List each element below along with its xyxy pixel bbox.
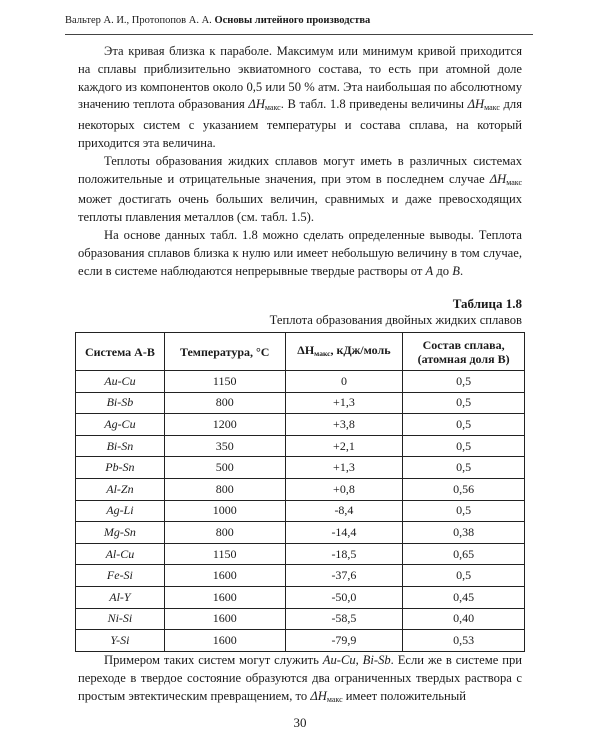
cell-temperature: 1150 xyxy=(164,371,285,393)
cell-enthalpy: 0 xyxy=(285,371,403,393)
cell-composition: 0,53 xyxy=(403,630,525,652)
cell-composition: 0,65 xyxy=(403,543,525,565)
cell-temperature: 1600 xyxy=(164,586,285,608)
heat-of-formation-table xyxy=(75,332,525,652)
cell-system: Al-Y xyxy=(76,586,165,608)
body-text-top xyxy=(78,43,522,280)
dh-symbol: ΔH xyxy=(310,688,327,703)
cell-temperature: 1000 xyxy=(164,500,285,522)
cell-system: Ni-Si xyxy=(76,608,165,630)
running-header xyxy=(65,14,533,28)
header-composition xyxy=(403,333,525,371)
cell-enthalpy: +3,8 xyxy=(285,414,403,436)
table-row xyxy=(76,522,525,544)
cell-composition: 0,5 xyxy=(403,435,525,457)
cell-enthalpy: +0,8 xyxy=(285,478,403,500)
cell-composition: 0,38 xyxy=(403,522,525,544)
table-row xyxy=(76,586,525,608)
cell-composition: 0,5 xyxy=(403,371,525,393)
table-row xyxy=(76,478,525,500)
cell-temperature: 800 xyxy=(164,392,285,414)
paragraph-2-part-2: может достигать очень больших величин, сравнимых и даже превосходящих теплоты плавления металлов (см. табл. 1.5). xyxy=(78,192,522,225)
paragraph-3 xyxy=(78,227,522,280)
cell-composition: 0,5 xyxy=(403,392,525,414)
cell-composition: 0,5 xyxy=(403,500,525,522)
cell-system: Bi-Sb xyxy=(76,392,165,414)
header-book-title: Основы литейного производства xyxy=(214,15,371,26)
header-enthalpy-subscript: макс xyxy=(314,348,331,358)
cell-system: Fe-Si xyxy=(76,565,165,587)
header-enthalpy-unit: , кДж/моль xyxy=(330,342,391,357)
header-temperature: Температура, °С xyxy=(164,333,285,371)
cell-composition: 0,5 xyxy=(403,565,525,587)
cell-temperature: 1200 xyxy=(164,414,285,436)
paragraph-2 xyxy=(78,153,522,227)
cell-enthalpy: -50,0 xyxy=(285,586,403,608)
cell-temperature: 1600 xyxy=(164,630,285,652)
table-row xyxy=(76,565,525,587)
paragraph-4-part-3: имеет положительный xyxy=(342,688,466,703)
cell-system: Y-Si xyxy=(76,630,165,652)
example-systems: Au-Cu, Bi-Sb xyxy=(322,653,391,667)
header-enthalpy-symbol: ΔH xyxy=(297,342,315,357)
paragraph-3-part-3: . xyxy=(459,263,464,278)
dh-symbol: ΔH xyxy=(467,97,485,112)
cell-enthalpy: -18,5 xyxy=(285,543,403,565)
paragraph-3-part-1: На основе данных табл. 1.8 можно сделать определенные выводы. Теплота образования сплавов близка к нулю или имеет небольшую величину в том случае, если в системе наблюдаются непрерывные твердые растворы от xyxy=(78,227,522,278)
paragraph-1-part-1: Эта кривая близка к параболе. Максимум или минимум кривой приходится на сплавы приблизительно эквиатомного состава, то есть при атомной доле каждого из компонентов около 0,5 или 50 % атм. Эта наибольшая по абсолютному значению теплота образования xyxy=(78,44,522,112)
cell-composition: 0,5 xyxy=(403,457,525,479)
header-composition-line-2: (атомная доля В) xyxy=(417,351,510,366)
header-enthalpy xyxy=(285,333,403,371)
paragraph-4 xyxy=(78,652,522,708)
table-row xyxy=(76,435,525,457)
header-composition-line-1: Состав сплава, xyxy=(422,337,505,352)
table-row xyxy=(76,630,525,652)
paragraph-4-part-2: . Если же в системе при переходе в твердое состояние образуются два ограниченных твердых раствора с простым эвтектическим превращением, то xyxy=(78,653,522,703)
component-b: В xyxy=(452,263,460,278)
paragraph-4-part-1: Примером таких систем могут служить xyxy=(104,653,323,667)
cell-temperature: 1600 xyxy=(164,608,285,630)
page-number: 30 xyxy=(293,715,307,730)
cell-enthalpy: -8,4 xyxy=(285,500,403,522)
dh-symbol: ΔH xyxy=(489,171,507,186)
cell-system: Al-Zn xyxy=(76,478,165,500)
cell-temperature: 1150 xyxy=(164,543,285,565)
dh-symbol: ΔH xyxy=(248,97,265,112)
component-a: А xyxy=(425,263,434,278)
table-body xyxy=(76,371,525,652)
paragraph-1 xyxy=(78,43,522,153)
table-row xyxy=(76,543,525,565)
paragraph-2-part-1: Теплоты образования жидких сплавов могут иметь в различных системах положительные и отрицательные значения, при этом в последнем случае xyxy=(78,153,522,186)
cell-system: Al-Cu xyxy=(76,543,165,565)
cell-composition: 0,56 xyxy=(403,478,525,500)
dh-subscript: макс xyxy=(484,103,500,113)
paragraph-1-part-2: . В табл. 1.8 приведены величины xyxy=(280,97,468,112)
cell-composition: 0,40 xyxy=(403,608,525,630)
cell-system: Bi-Sn xyxy=(76,435,165,457)
cell-system: Pb-Sn xyxy=(76,457,165,479)
table-row xyxy=(76,500,525,522)
cell-temperature: 800 xyxy=(164,522,285,544)
header-divider xyxy=(65,34,533,35)
cell-temperature: 1600 xyxy=(164,565,285,587)
table-row xyxy=(76,392,525,414)
header-authors: Вальтер А. И., Протопопов А. А. xyxy=(65,15,212,26)
cell-enthalpy: +2,1 xyxy=(285,435,403,457)
cell-system: Ag-Cu xyxy=(76,414,165,436)
cell-composition: 0,5 xyxy=(403,414,525,436)
cell-enthalpy: -58,5 xyxy=(285,608,403,630)
table-row xyxy=(76,457,525,479)
cell-system: Ag-Li xyxy=(76,500,165,522)
dh-subscript: макс xyxy=(506,177,522,187)
table-label: Таблица 1.8 xyxy=(452,296,522,311)
paragraph-3-part-2: до xyxy=(433,263,453,278)
cell-system: Mg-Sn xyxy=(76,522,165,544)
cell-enthalpy: +1,3 xyxy=(285,457,403,479)
cell-enthalpy: +1,3 xyxy=(285,392,403,414)
dh-subscript: макс xyxy=(264,103,281,113)
table-row xyxy=(76,414,525,436)
table-row xyxy=(76,608,525,630)
cell-system: Au-Cu xyxy=(76,371,165,393)
body-text-bottom xyxy=(78,652,522,708)
cell-temperature: 800 xyxy=(164,478,285,500)
table-caption: Теплота образования двойных жидких сплавов xyxy=(269,313,522,327)
table-row xyxy=(76,371,525,393)
cell-temperature: 500 xyxy=(164,457,285,479)
paragraph-1-part-3: для некоторых систем с указанием температуры и состава сплава, на который приходится эта величина. xyxy=(78,97,522,150)
header-system: Система A-B xyxy=(76,333,165,371)
cell-enthalpy: -37,6 xyxy=(285,565,403,587)
cell-composition: 0,45 xyxy=(403,586,525,608)
table-header-row xyxy=(76,333,525,371)
dh-subscript: макс xyxy=(326,694,343,704)
cell-enthalpy: -14,4 xyxy=(285,522,403,544)
cell-enthalpy: -79,9 xyxy=(285,630,403,652)
cell-temperature: 350 xyxy=(164,435,285,457)
